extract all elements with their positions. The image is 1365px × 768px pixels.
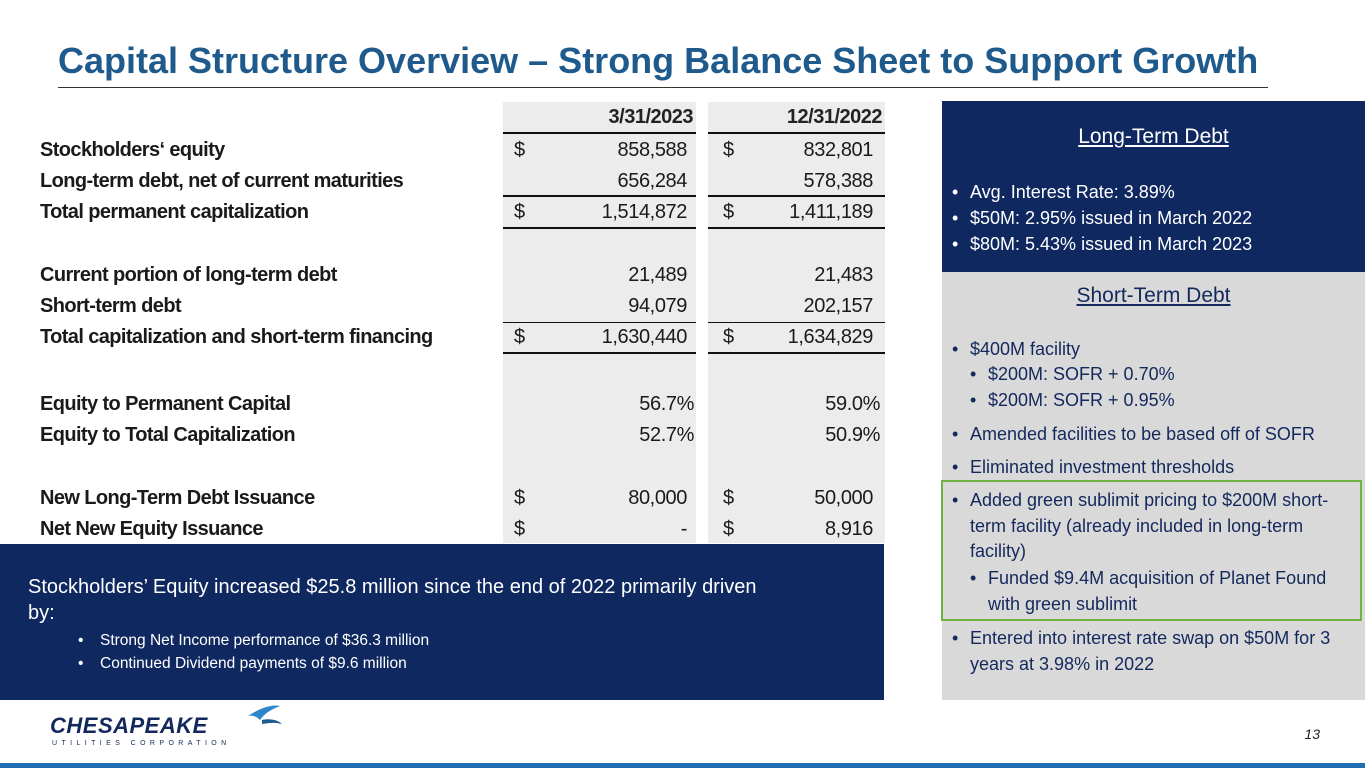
table-row-label: Long-term debt, net of current maturities: [40, 170, 404, 192]
table-row-label: Short-term debt: [40, 295, 182, 317]
logo-wordmark: CHESAPEAKE: [50, 713, 208, 738]
total-rule2-2022: [708, 352, 885, 354]
dollar-sign: $: [514, 326, 526, 348]
table-cell-2022: 21,483: [814, 264, 873, 286]
subtotal-rule2-2023: [503, 322, 696, 323]
table-row-label: Equity to Permanent Capital: [40, 393, 291, 415]
page-number: 13: [1304, 726, 1320, 742]
total-rule-2022: [708, 227, 885, 229]
title-divider: [58, 87, 1268, 88]
table-cell-2022: 50.9%: [825, 424, 880, 446]
page-title: Capital Structure Overview – Strong Balance Sheet to Support Growth: [58, 40, 1259, 81]
table-cell-2023: -: [680, 518, 687, 540]
dollar-sign: $: [514, 201, 526, 223]
dollar-sign: $: [514, 139, 526, 161]
table-row-label: Equity to Total Capitalization: [40, 424, 295, 446]
list-item: • Entered into interest rate swap on $50M for 3 years at 3.98% in 2022: [970, 626, 1340, 677]
total-rule-2023: [503, 227, 696, 229]
list-item: • $200M: SOFR + 0.70%: [988, 362, 1175, 388]
list-item: • $50M: 2.95% issued in March 2022: [952, 205, 1252, 231]
table-row-label: Total permanent capitalization: [40, 201, 309, 223]
list-item: • Continued Dividend payments of $9.6 million: [78, 652, 429, 675]
list-item: • Avg. Interest Rate: 3.89%: [952, 179, 1252, 205]
dollar-sign: $: [723, 326, 735, 348]
chesapeake-logo: [48, 702, 288, 750]
list-item: • Strong Net Income performance of $36.3 million: [78, 629, 429, 652]
equity-summary-box: [0, 544, 884, 700]
table-cell-2023: 1,514,872: [601, 201, 687, 223]
column-header-2022: 12/31/2022: [786, 106, 882, 128]
list-item: • Funded $9.4M acquisition of Planet Found with green sublimit: [988, 566, 1328, 617]
dollar-sign: $: [723, 518, 735, 540]
equity-summary-bullets: [78, 629, 429, 675]
total-rule2-2023: [503, 352, 696, 354]
footer-bar: [0, 763, 1365, 768]
header-rule-2023: [503, 132, 696, 134]
list-item: • $80M: 5.43% issued in March 2023: [952, 231, 1252, 257]
table-cell-2022: 59.0%: [825, 393, 880, 415]
dollar-sign: $: [723, 201, 735, 223]
table-row-label: Stockholders‘ equity: [40, 139, 225, 161]
table-row-label: Current portion of long-term debt: [40, 264, 337, 286]
logo-subtitle: UTILITIES CORPORATION: [52, 740, 231, 747]
table-cell-2022: 832,801: [803, 139, 873, 161]
table-cell-2022: 50,000: [814, 487, 873, 509]
table-cell-2023: 21,489: [628, 264, 687, 286]
table-cell-2023: 656,284: [617, 170, 687, 192]
dollar-sign: $: [723, 487, 735, 509]
table-cell-2023: 94,079: [628, 295, 687, 317]
table-row-label: Total capitalization and short-term financing: [40, 326, 433, 348]
table-cell-2023: 858,588: [617, 139, 687, 161]
long-term-debt-bullets: [952, 179, 1252, 257]
subtotal-rule-2023: [503, 195, 696, 197]
table-cell-2023: 80,000: [628, 487, 687, 509]
list-item: • $200M: SOFR + 0.95%: [988, 388, 1175, 414]
green-sublimit-highlight: [941, 480, 1362, 621]
equity-summary-text: Stockholders’ Equity increased $25.8 million since the end of 2022 primarily driven by:: [28, 576, 757, 624]
table-cell-2022: 202,157: [803, 295, 873, 317]
list-item: • Amended facilities to be based off of SOFR: [970, 422, 1315, 448]
long-term-debt-title: Long-Term Debt: [1078, 125, 1229, 148]
table-row-label: Net New Equity Issuance: [40, 518, 263, 540]
column-header-2023: 3/31/2023: [608, 106, 693, 128]
dollar-sign: $: [723, 139, 735, 161]
table-row-label: New Long-Term Debt Issuance: [40, 487, 315, 509]
dollar-sign: $: [514, 487, 526, 509]
table-cell-2023: 52.7%: [639, 424, 694, 446]
list-item: • Eliminated investment thresholds: [970, 455, 1234, 481]
table-cell-2022: 1,634,829: [787, 326, 873, 348]
short-term-debt-title: Short-Term Debt: [1076, 284, 1231, 307]
table-cell-2023: 56.7%: [639, 393, 694, 415]
table-cell-2022: 8,916: [824, 518, 873, 540]
header-rule-2022: [708, 132, 885, 134]
table-cell-2022: 1,411,189: [789, 201, 873, 223]
subtotal-rule-2022: [708, 195, 885, 197]
subtotal-rule2-2022: [708, 322, 885, 323]
list-item: • $400M facility: [970, 337, 1080, 363]
table-cell-2023: 1,630,440: [601, 326, 687, 348]
dollar-sign: $: [514, 518, 526, 540]
list-item: • Added green sublimit pricing to $200M short-term facility (already included in long-term facility): [970, 488, 1330, 565]
table-cell-2022: 578,388: [803, 170, 873, 192]
